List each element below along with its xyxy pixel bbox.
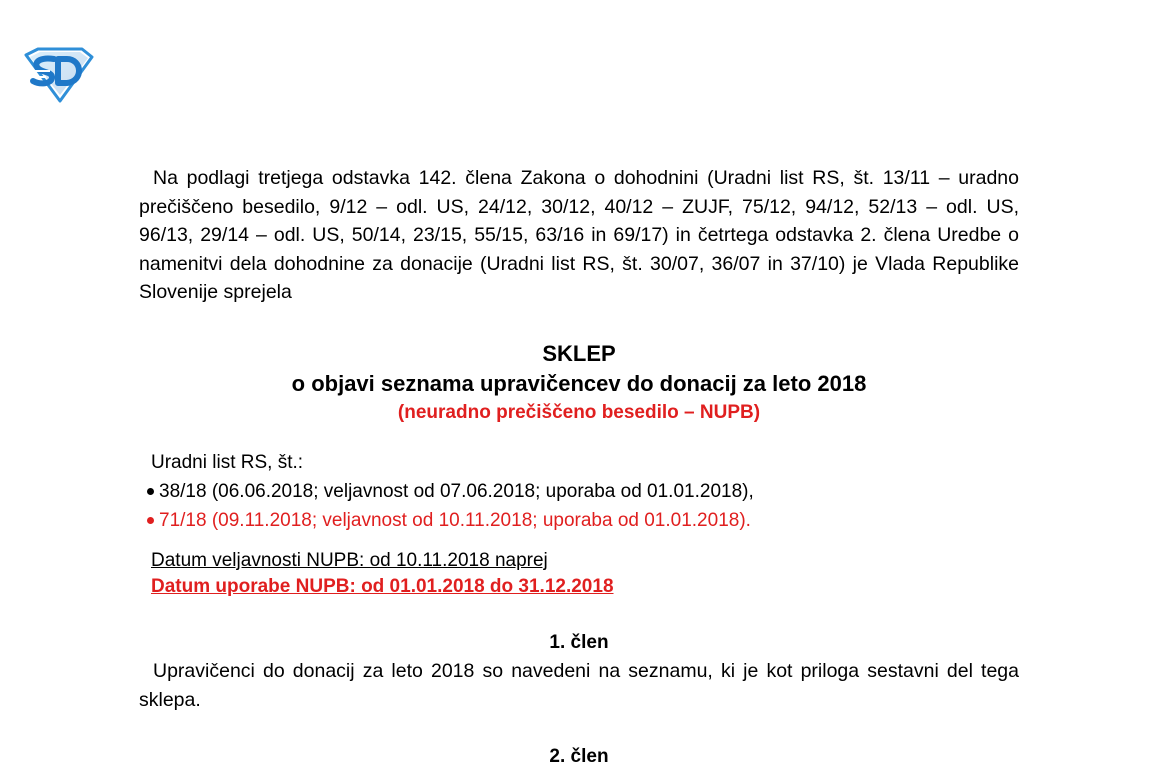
document-note: (neuradno prečiščeno besedilo – NUPB) bbox=[397, 401, 761, 423]
bullet-icon bbox=[147, 517, 154, 524]
applies-text: Datum uporabe NUPB: od 01.01.2018 do 31.12.2018 bbox=[151, 575, 614, 597]
gazette-item bbox=[147, 477, 1019, 506]
article-text: Upravičenci do donacij za leto 2018 so navedeni na seznamu, ki je kot priloga sestavni del tega sklepa. bbox=[139, 659, 1019, 711]
gazette-list bbox=[139, 448, 1019, 535]
gazette-item-text: 38/18 (06.06.2018; veljavnost od 07.06.2018; uporaba od 01.01.2018), bbox=[159, 480, 754, 502]
preamble-paragraph: Na podlagi tretjega odstavka 142. člena Zakona o dohodnini (Uradni list RS, št. 13/11 – uradno prečiščeno besedilo, 9/12 – odl. US, 24/12, 30/12, 40/12 – ZUJF, 75/12, 94/12, 52/13 – odl. US, 96/13, 29/14 – odl. US, 50/14, 23/15, 55/15, 63/16 in 69/17) in četrtega odstavka 2. člena Uredbe o namenitvi dela dohodnine za donacije (Uradni list RS, št. 30/07, 36/07 in 37/10) je Vlada Republike Slovenije sprejela bbox=[139, 167, 1019, 304]
gazette-item bbox=[147, 506, 1019, 535]
gazette-item-text: 71/18 (09.11.2018; veljavnost od 10.11.2018; uporaba od 01.01.2018). bbox=[159, 509, 751, 531]
bullet-icon bbox=[147, 488, 154, 495]
document-title: SKLEP bbox=[542, 340, 616, 366]
validity-block bbox=[139, 548, 1019, 600]
document-subtitle: o objavi seznama upravičencev do donacij za leto 2018 bbox=[291, 370, 867, 396]
article-heading: 1. člen bbox=[549, 631, 609, 653]
document-body bbox=[139, 164, 1019, 771]
valid-from-text: Datum veljavnosti NUPB: od 10.11.2018 naprej bbox=[151, 549, 548, 571]
sd-shield-logo-icon bbox=[20, 47, 96, 103]
gazette-label: Uradni list RS, št.: bbox=[151, 451, 304, 473]
article-heading: 2. člen bbox=[549, 746, 609, 768]
